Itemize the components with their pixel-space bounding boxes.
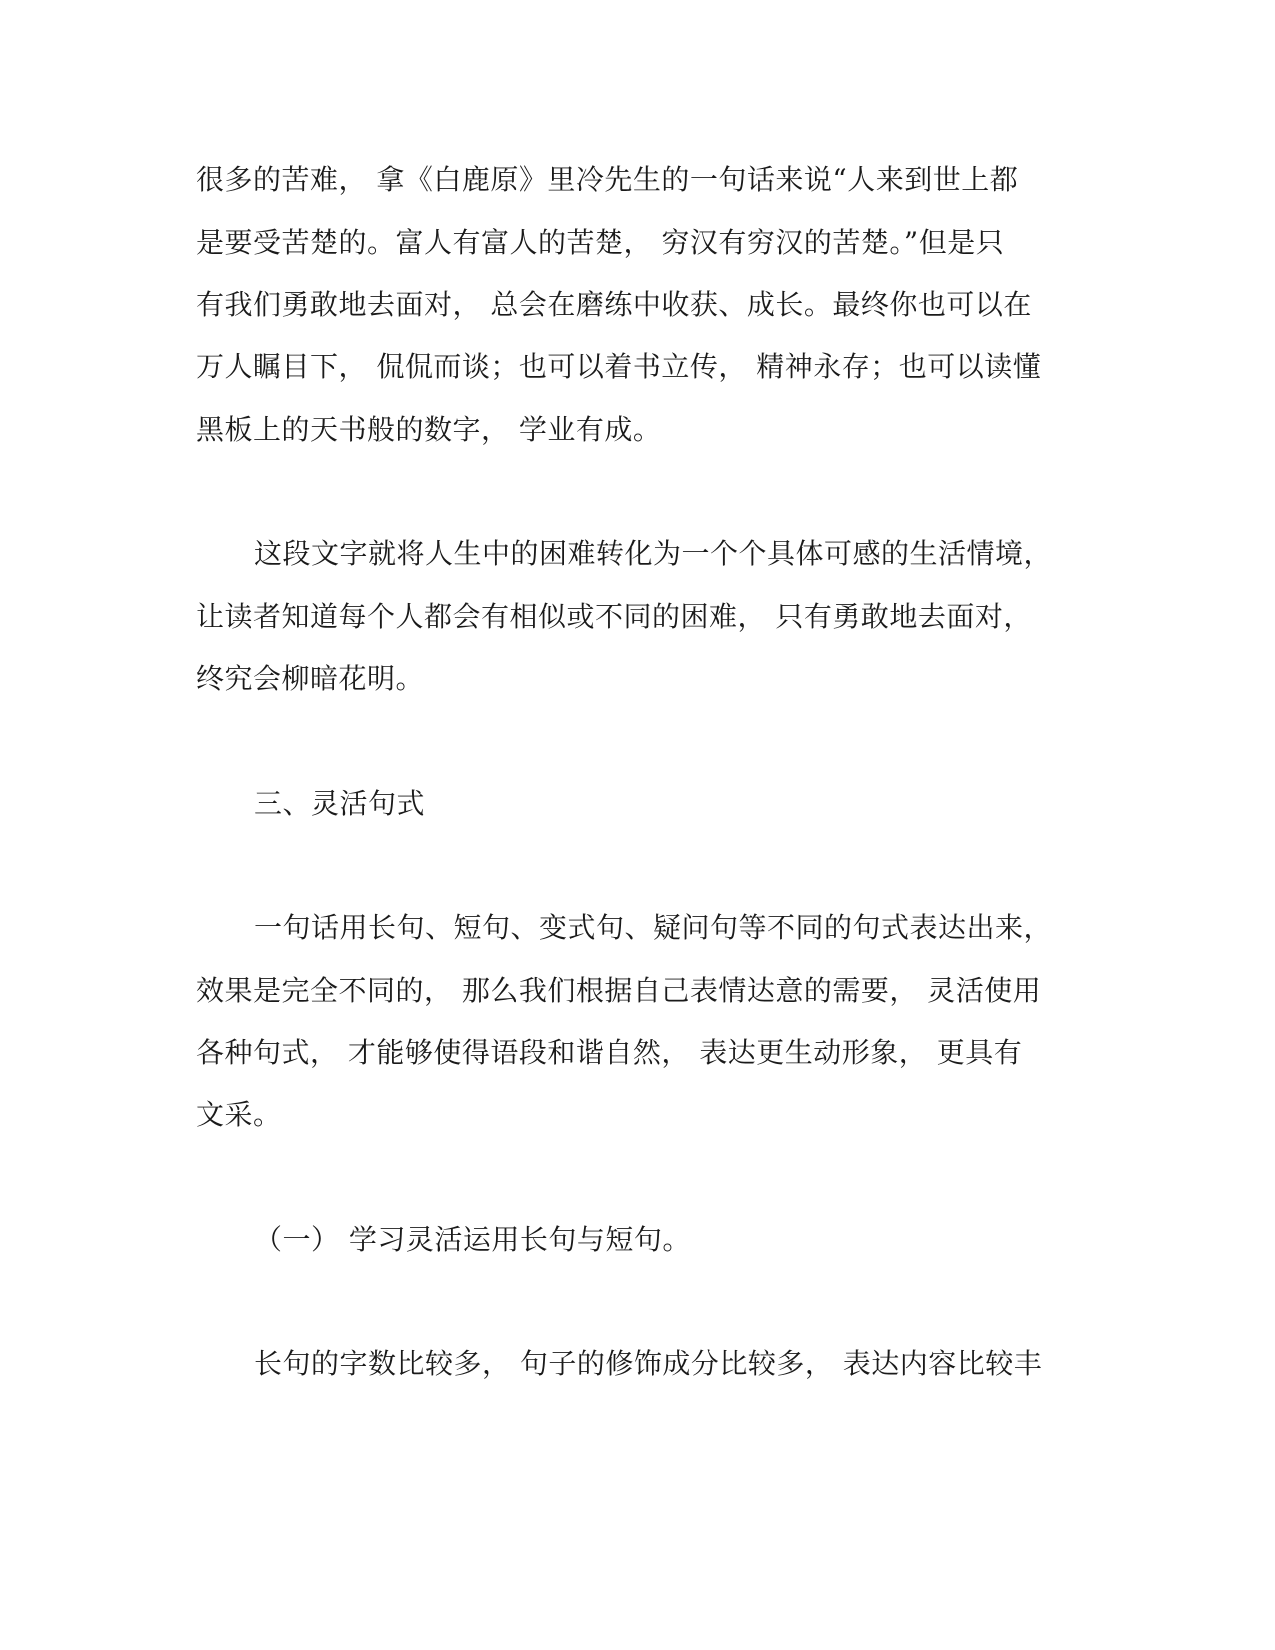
paragraph-3-line-3: 各种句式， 才能够使得语段和谐自然， 表达更生动形象， 更具有 [196,1036,1023,1069]
paragraph-2-line-3: 终究会柳暗花明。 [196,662,425,695]
paragraph-3-line-4: 文采。 [196,1098,282,1131]
paragraph-4-line-1: 长句的字数比较多， 句子的修饰成分比较多， 表达内容比较丰 [254,1347,1043,1380]
paragraph-3-line-1: 一句话用长句、短句、变式句、疑问句等不同的句式表达出来， [254,911,1053,944]
paragraph-1-line-3: 有我们勇敢地去面对， 总会在磨练中收获、成长。最终你也可以在 [196,288,1032,321]
paragraph-1-line-1: 很多的苦难， 拿《白鹿原》里冷先生的一句话来说“人来到世上都 [196,163,1019,196]
paragraph-1-line-2: 是要受苦楚的。富人有富人的苦楚， 穷汉有穷汉的苦楚。”但是只 [196,226,1005,259]
subsection-heading: （一） 学习灵活运用长句与短句。 [254,1223,691,1256]
paragraph-3-line-2: 效果是完全不同的， 那么我们根据自己表情达意的需要， 灵活使用 [196,974,1042,1007]
paragraph-2-line-1: 这段文字就将人生中的困难转化为一个个具体可感的生活情境， [254,537,1053,570]
paragraph-2-line-2: 让读者知道每个人都会有相似或不同的困难， 只有勇敢地去面对， [196,600,1032,633]
section-heading: 三、灵活句式 [254,787,426,820]
paragraph-1-line-5: 黑板上的天书般的数字， 学业有成。 [196,413,662,446]
paragraph-1-line-4: 万人瞩目下， 侃侃而谈；也可以着书立传， 精神永存；也可以读懂 [196,350,1042,383]
